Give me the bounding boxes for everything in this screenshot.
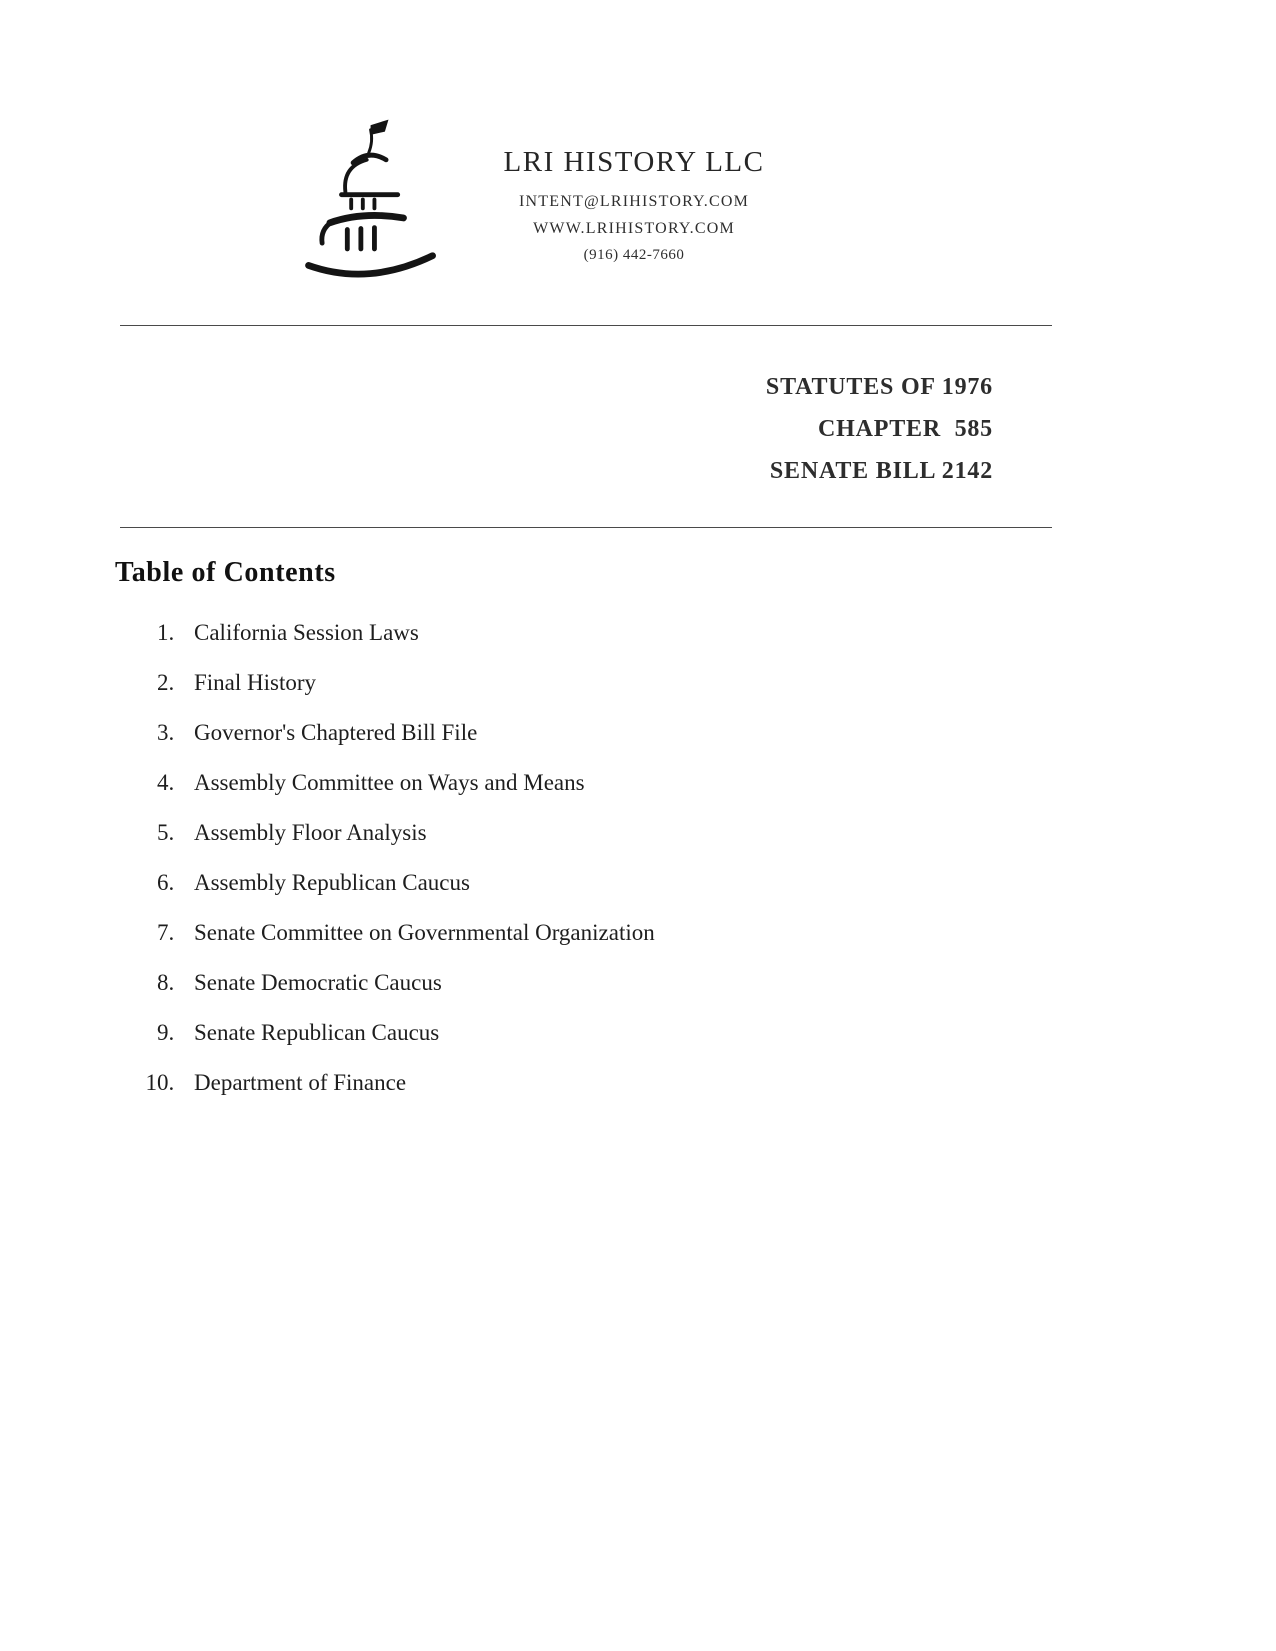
statute-title-block — [766, 366, 993, 492]
chapter-line: CHAPTER 585 — [818, 416, 993, 442]
contact-block — [484, 118, 784, 273]
toc-list — [115, 620, 655, 1120]
toc-item: 6. Assembly Republican Caucus — [180, 870, 655, 896]
senate-bill-line: SENATE BILL 2142 — [769, 458, 993, 484]
toc-item: 4. Assembly Committee on Ways and Means — [180, 770, 655, 796]
divider-bottom — [120, 527, 1052, 528]
toc-heading: Table of Contents — [115, 557, 336, 588]
divider-top — [120, 325, 1052, 326]
toc-item: 7. Senate Committee on Governmental Organization — [180, 920, 655, 946]
toc-item: 2. Final History — [180, 670, 655, 696]
document-header — [295, 118, 784, 283]
company-name: LRI HISTORY LLC — [503, 146, 765, 178]
toc-item: 9. Senate Republican Caucus — [180, 1020, 655, 1046]
toc-item: 1. California Session Laws — [180, 620, 655, 646]
toc-item: 8. Senate Democratic Caucus — [180, 970, 655, 996]
toc-item: 5. Assembly Floor Analysis — [180, 820, 655, 846]
company-website: WWW.LRIHISTORY.COM — [533, 220, 735, 237]
capitol-sketch-logo — [295, 118, 450, 283]
toc-item: 10. Department of Finance — [180, 1070, 655, 1096]
statutes-year-line: STATUTES OF 1976 — [765, 374, 993, 400]
toc-item: 3. Governor's Chaptered Bill File — [180, 720, 655, 746]
company-phone: (916) 442-7660 — [583, 247, 685, 263]
company-email: INTENT@LRIHISTORY.COM — [518, 193, 750, 210]
capitol-icon — [295, 118, 450, 283]
